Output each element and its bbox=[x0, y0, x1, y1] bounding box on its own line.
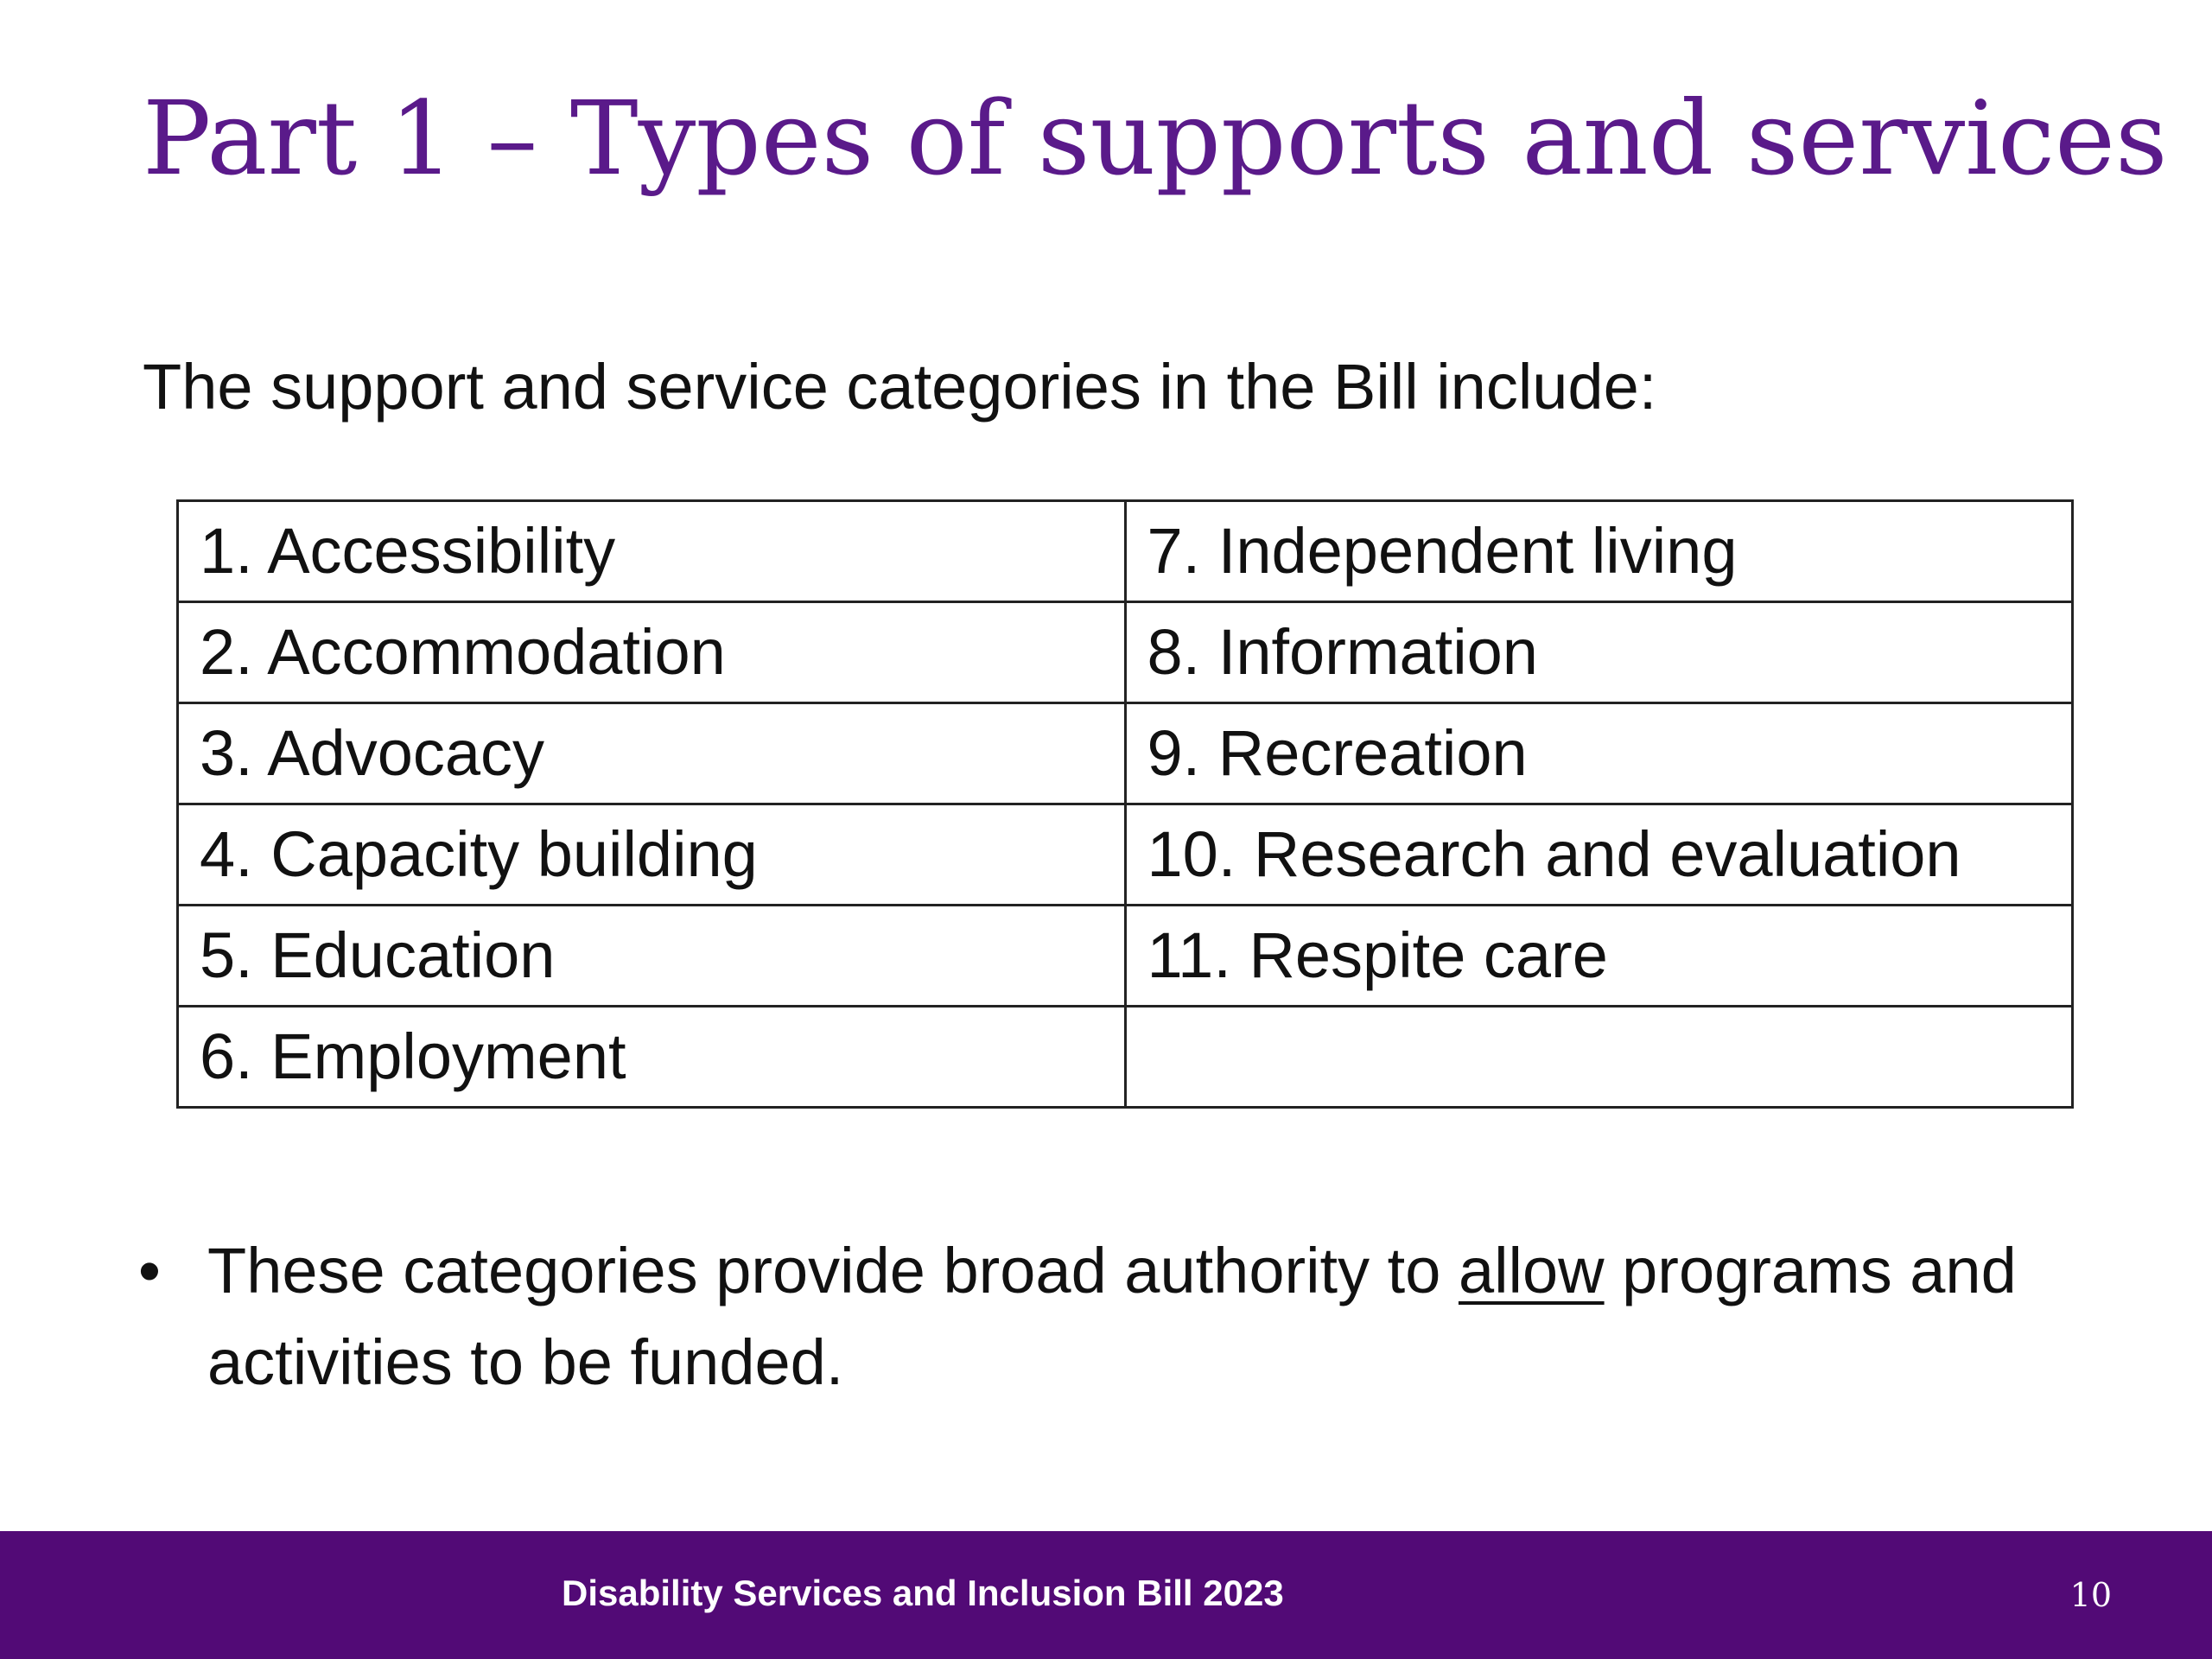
footer-title: Disability Services and Inclusion Bill 2023 bbox=[562, 1573, 1284, 1613]
table-row bbox=[178, 906, 2073, 1007]
page-number: 10 bbox=[2069, 1576, 2112, 1614]
bullet-icon: • bbox=[138, 1235, 161, 1306]
bullet-list bbox=[138, 1225, 2074, 1408]
bullet-item bbox=[138, 1225, 2074, 1408]
table-row bbox=[178, 1007, 2073, 1108]
bullet-emphasis: allow bbox=[1458, 1235, 1605, 1306]
bullet-text-after: programs and activities to be funded. bbox=[207, 1235, 2017, 1398]
bullet-text-before: These categories provide broad authority to bbox=[207, 1235, 1459, 1306]
table-row bbox=[178, 602, 2073, 703]
table-row bbox=[178, 703, 2073, 804]
table-cell: 4. Capacity building bbox=[178, 804, 1126, 906]
table-cell: 2. Accommodation bbox=[178, 602, 1126, 703]
table-row bbox=[178, 501, 2073, 602]
table-cell: 5. Education bbox=[178, 906, 1126, 1007]
table-cell: 3. Advocacy bbox=[178, 703, 1126, 804]
table-cell: 8. Information bbox=[1125, 602, 2073, 703]
table-row bbox=[178, 804, 2073, 906]
footer-bar bbox=[0, 1531, 2212, 1659]
table-cell: 11. Respite care bbox=[1125, 906, 2073, 1007]
categories-table bbox=[176, 499, 2074, 1109]
table-cell: 7. Independent living bbox=[1125, 501, 2073, 602]
table-cell: 1. Accessibility bbox=[178, 501, 1126, 602]
slide-title: Part 1 – Types of supports and services bbox=[143, 79, 2168, 198]
table-cell-empty bbox=[1125, 1007, 2073, 1108]
table-cell: 10. Research and evaluation bbox=[1125, 804, 2073, 906]
intro-text: The support and service categories in the Bill include: bbox=[143, 351, 1657, 423]
table-cell: 9. Recreation bbox=[1125, 703, 2073, 804]
table-cell: 6. Employment bbox=[178, 1007, 1126, 1108]
